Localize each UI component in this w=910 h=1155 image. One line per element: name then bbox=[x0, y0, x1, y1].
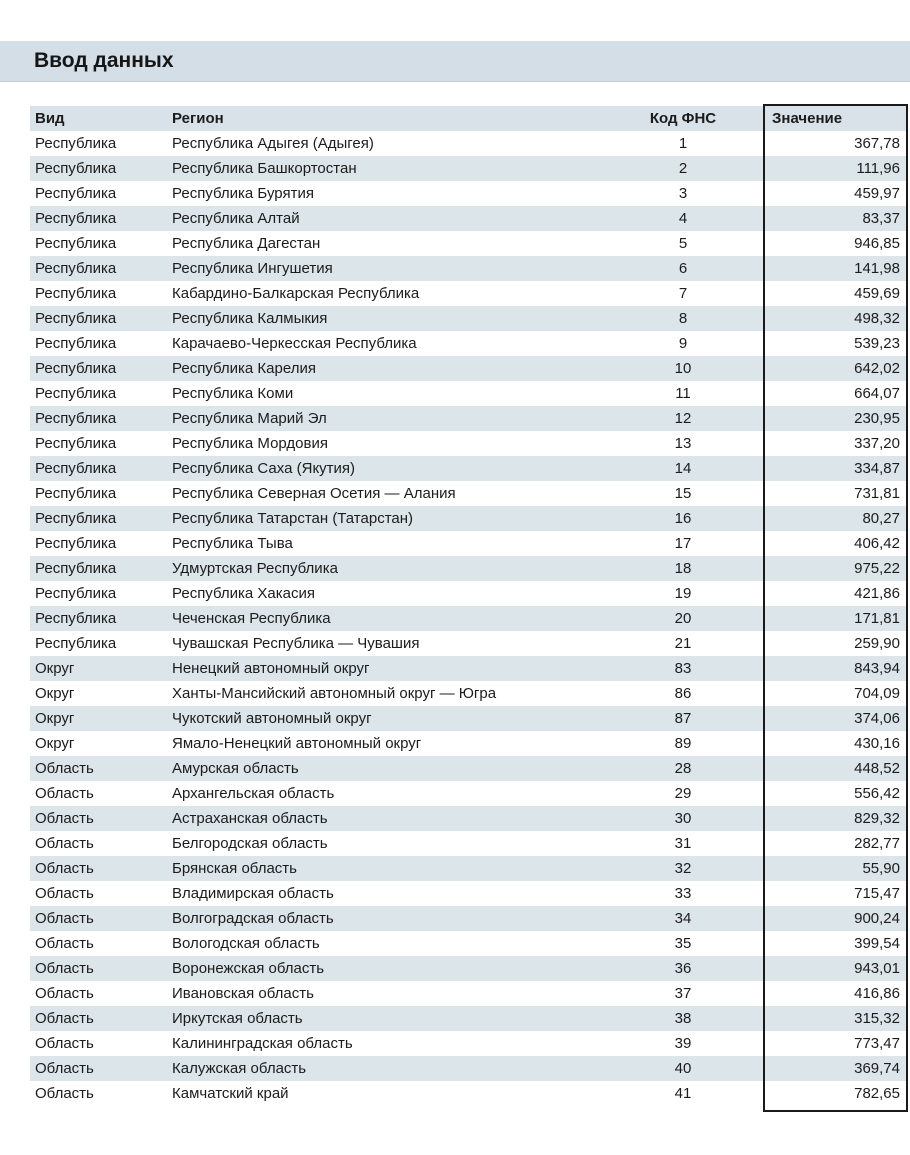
table-body bbox=[30, 131, 908, 1106]
fns-code-cell: 21 bbox=[674, 635, 692, 652]
fns-code-cell: 34 bbox=[674, 910, 692, 927]
region-cell: Республика Алтай bbox=[172, 210, 300, 227]
region-cell: Ненецкий автономный округ bbox=[172, 660, 370, 677]
fns-code-cell: 3 bbox=[678, 185, 688, 202]
type-cell: Республика bbox=[35, 510, 117, 527]
type-cell: Республика bbox=[35, 185, 117, 202]
fns-code-cell: 17 bbox=[674, 535, 692, 552]
column-header-type: Вид bbox=[35, 110, 65, 127]
value-cell[interactable]: 829,32 bbox=[854, 810, 900, 827]
value-cell[interactable]: 421,86 bbox=[854, 585, 900, 602]
regions-table bbox=[30, 106, 908, 1106]
value-cell[interactable]: 315,32 bbox=[854, 1010, 900, 1027]
type-cell: Республика bbox=[35, 635, 117, 652]
page-title: Ввод данных bbox=[34, 49, 174, 72]
table-row bbox=[30, 906, 908, 931]
region-cell: Брянская область bbox=[172, 860, 297, 877]
value-cell[interactable]: 369,74 bbox=[854, 1060, 900, 1077]
type-cell: Республика bbox=[35, 610, 117, 627]
region-cell: Калининградская область bbox=[172, 1035, 353, 1052]
fns-code-cell: 86 bbox=[674, 685, 692, 702]
region-cell: Республика Башкортостан bbox=[172, 160, 357, 177]
value-cell[interactable]: 230,95 bbox=[854, 410, 900, 427]
type-cell: Республика bbox=[35, 260, 117, 277]
type-cell: Республика bbox=[35, 460, 117, 477]
fns-code-cell: 13 bbox=[674, 435, 692, 452]
table-row bbox=[30, 1056, 908, 1081]
fns-code-cell: 16 bbox=[674, 510, 692, 527]
fns-code-cell: 37 bbox=[674, 985, 692, 1002]
value-cell[interactable]: 141,98 bbox=[854, 260, 900, 277]
region-cell: Республика Карелия bbox=[172, 360, 316, 377]
table-row bbox=[30, 606, 908, 631]
table-row bbox=[30, 756, 908, 781]
fns-code-cell: 28 bbox=[674, 760, 692, 777]
type-cell: Округ bbox=[35, 660, 75, 677]
column-header-region: Регион bbox=[172, 110, 224, 127]
table-row bbox=[30, 956, 908, 981]
region-cell: Ямало-Ненецкий автономный округ bbox=[172, 735, 422, 752]
fns-code-cell: 10 bbox=[674, 360, 692, 377]
value-cell[interactable]: 459,69 bbox=[854, 285, 900, 302]
region-cell: Республика Хакасия bbox=[172, 585, 316, 602]
table-row bbox=[30, 731, 908, 756]
type-cell: Республика bbox=[35, 435, 117, 452]
region-cell: Республика Тыва bbox=[172, 535, 293, 552]
type-cell: Республика bbox=[35, 410, 117, 427]
type-cell: Область bbox=[35, 785, 94, 802]
region-cell: Ивановская область bbox=[172, 985, 314, 1002]
table-row bbox=[30, 281, 908, 306]
region-cell: Республика Марий Эл bbox=[172, 410, 327, 427]
region-cell: Амурская область bbox=[172, 760, 299, 777]
region-cell: Чувашская Республика — Чувашия bbox=[172, 635, 420, 652]
table-row bbox=[30, 381, 908, 406]
region-cell: Республика Бурятия bbox=[172, 185, 314, 202]
type-cell: Область bbox=[35, 985, 94, 1002]
fns-code-cell: 19 bbox=[674, 585, 692, 602]
region-cell: Республика Калмыкия bbox=[172, 310, 328, 327]
region-cell: Республика Коми bbox=[172, 385, 294, 402]
type-cell: Область bbox=[35, 860, 94, 877]
region-cell: Республика Дагестан bbox=[172, 235, 321, 252]
table-row bbox=[30, 706, 908, 731]
value-cell[interactable]: 367,78 bbox=[854, 135, 900, 152]
fns-code-cell: 83 bbox=[674, 660, 692, 677]
fns-code-cell: 18 bbox=[674, 560, 692, 577]
table-row bbox=[30, 256, 908, 281]
value-cell[interactable]: 782,65 bbox=[854, 1085, 900, 1102]
value-cell[interactable]: 416,86 bbox=[854, 985, 900, 1002]
type-cell: Область bbox=[35, 760, 94, 777]
table-row bbox=[30, 681, 908, 706]
region-cell: Удмуртская Республика bbox=[172, 560, 338, 577]
value-cell[interactable]: 83,37 bbox=[862, 210, 900, 227]
value-cell[interactable]: 946,85 bbox=[854, 235, 900, 252]
region-cell: Волгоградская область bbox=[172, 910, 334, 927]
fns-code-cell: 31 bbox=[674, 835, 692, 852]
type-cell: Республика bbox=[35, 135, 117, 152]
value-cell[interactable]: 498,32 bbox=[854, 310, 900, 327]
type-cell: Республика bbox=[35, 335, 117, 352]
value-cell[interactable]: 374,06 bbox=[854, 710, 900, 727]
type-cell: Область bbox=[35, 1010, 94, 1027]
region-cell: Чеченская Республика bbox=[172, 610, 331, 627]
type-cell: Республика bbox=[35, 360, 117, 377]
table-row bbox=[30, 406, 908, 431]
value-cell[interactable]: 642,02 bbox=[854, 360, 900, 377]
region-cell: Архангельская область bbox=[172, 785, 335, 802]
table-row bbox=[30, 581, 908, 606]
value-cell[interactable]: 459,97 bbox=[854, 185, 900, 202]
region-cell: Воронежская область bbox=[172, 960, 325, 977]
table-row bbox=[30, 631, 908, 656]
table-row bbox=[30, 1006, 908, 1031]
table-row bbox=[30, 356, 908, 381]
region-cell: Республика Северная Осетия — Алания bbox=[172, 485, 456, 502]
value-cell[interactable]: 430,16 bbox=[854, 735, 900, 752]
value-cell[interactable]: 843,94 bbox=[854, 660, 900, 677]
column-header-value: Значение bbox=[772, 110, 843, 127]
table-row bbox=[30, 1081, 908, 1106]
value-cell[interactable]: 337,20 bbox=[854, 435, 900, 452]
fns-code-cell: 2 bbox=[678, 160, 688, 177]
region-cell: Республика Мордовия bbox=[172, 435, 328, 452]
value-cell[interactable]: 406,42 bbox=[854, 535, 900, 552]
type-cell: Область bbox=[35, 935, 94, 952]
value-cell[interactable]: 556,42 bbox=[854, 785, 900, 802]
table-row bbox=[30, 806, 908, 831]
type-cell: Республика bbox=[35, 560, 117, 577]
fns-code-cell: 6 bbox=[678, 260, 688, 277]
region-cell: Республика Адыгея (Адыгея) bbox=[172, 135, 374, 152]
table-row bbox=[30, 556, 908, 581]
column-header-fns-code: Код ФНС bbox=[649, 110, 717, 127]
table-row bbox=[30, 531, 908, 556]
table-row bbox=[30, 1031, 908, 1056]
table-row bbox=[30, 981, 908, 1006]
fns-code-cell: 9 bbox=[678, 335, 688, 352]
type-cell: Республика bbox=[35, 385, 117, 402]
type-cell: Область bbox=[35, 1085, 94, 1102]
value-cell[interactable]: 943,01 bbox=[854, 960, 900, 977]
value-cell[interactable]: 773,47 bbox=[854, 1035, 900, 1052]
table-row bbox=[30, 506, 908, 531]
type-cell: Республика bbox=[35, 160, 117, 177]
fns-code-cell: 29 bbox=[674, 785, 692, 802]
table-row bbox=[30, 656, 908, 681]
region-cell: Республика Ингушетия bbox=[172, 260, 333, 277]
region-cell: Кабардино-Балкарская Республика bbox=[172, 285, 420, 302]
value-cell[interactable]: 715,47 bbox=[854, 885, 900, 902]
fns-code-cell: 5 bbox=[678, 235, 688, 252]
region-cell: Карачаево-Черкесская Республика bbox=[172, 335, 417, 352]
value-cell[interactable]: 334,87 bbox=[854, 460, 900, 477]
fns-code-cell: 40 bbox=[674, 1060, 692, 1077]
type-cell: Область bbox=[35, 885, 94, 902]
type-cell: Округ bbox=[35, 710, 75, 727]
table-row bbox=[30, 131, 908, 156]
fns-code-cell: 35 bbox=[674, 935, 692, 952]
region-cell: Республика Саха (Якутия) bbox=[172, 460, 356, 477]
fns-code-cell: 33 bbox=[674, 885, 692, 902]
type-cell: Республика bbox=[35, 585, 117, 602]
fns-code-cell: 8 bbox=[678, 310, 688, 327]
table-row bbox=[30, 481, 908, 506]
title-band bbox=[0, 41, 910, 82]
table-header-row bbox=[30, 106, 908, 131]
value-cell[interactable]: 399,54 bbox=[854, 935, 900, 952]
type-cell: Республика bbox=[35, 535, 117, 552]
value-cell[interactable]: 704,09 bbox=[854, 685, 900, 702]
table-row bbox=[30, 456, 908, 481]
value-cell[interactable]: 539,23 bbox=[854, 335, 900, 352]
table-row bbox=[30, 881, 908, 906]
table-row bbox=[30, 231, 908, 256]
fns-code-cell: 30 bbox=[674, 810, 692, 827]
fns-code-cell: 39 bbox=[674, 1035, 692, 1052]
fns-code-cell: 89 bbox=[674, 735, 692, 752]
type-cell: Область bbox=[35, 1060, 94, 1077]
type-cell: Республика bbox=[35, 310, 117, 327]
table-row bbox=[30, 431, 908, 456]
table-row bbox=[30, 331, 908, 356]
value-cell[interactable]: 900,24 bbox=[854, 910, 900, 927]
table-row bbox=[30, 856, 908, 881]
fns-code-cell: 4 bbox=[678, 210, 688, 227]
value-cell[interactable]: 664,07 bbox=[854, 385, 900, 402]
fns-code-cell: 32 bbox=[674, 860, 692, 877]
fns-code-cell: 38 bbox=[674, 1010, 692, 1027]
fns-code-cell: 1 bbox=[678, 135, 688, 152]
table-row bbox=[30, 306, 908, 331]
fns-code-cell: 11 bbox=[675, 385, 691, 402]
table-row bbox=[30, 181, 908, 206]
fns-code-cell: 87 bbox=[674, 710, 692, 727]
value-cell[interactable]: 259,90 bbox=[854, 635, 900, 652]
value-cell[interactable]: 80,27 bbox=[862, 510, 900, 527]
region-cell: Белгородская область bbox=[172, 835, 328, 852]
fns-code-cell: 15 bbox=[674, 485, 692, 502]
value-cell[interactable]: 55,90 bbox=[862, 860, 900, 877]
type-cell: Округ bbox=[35, 685, 75, 702]
region-cell: Владимирская область bbox=[172, 885, 334, 902]
region-cell: Иркутская область bbox=[172, 1010, 303, 1027]
type-cell: Область bbox=[35, 810, 94, 827]
table-row bbox=[30, 206, 908, 231]
type-cell: Республика bbox=[35, 235, 117, 252]
type-cell: Область bbox=[35, 835, 94, 852]
fns-code-cell: 41 bbox=[674, 1085, 692, 1102]
fns-code-cell: 12 bbox=[674, 410, 692, 427]
region-cell: Ханты-Мансийский автономный округ — Югра bbox=[172, 685, 497, 702]
region-cell: Камчатский край bbox=[172, 1085, 289, 1102]
value-cell[interactable]: 171,81 bbox=[854, 610, 900, 627]
fns-code-cell: 36 bbox=[674, 960, 692, 977]
region-cell: Чукотский автономный округ bbox=[172, 710, 372, 727]
type-cell: Область bbox=[35, 910, 94, 927]
table-row bbox=[30, 781, 908, 806]
fns-code-cell: 20 bbox=[674, 610, 692, 627]
fns-code-cell: 14 bbox=[674, 460, 692, 477]
type-cell: Республика bbox=[35, 485, 117, 502]
type-cell: Округ bbox=[35, 735, 75, 752]
table-row bbox=[30, 931, 908, 956]
value-cell[interactable]: 975,22 bbox=[854, 560, 900, 577]
value-cell[interactable]: 282,77 bbox=[854, 835, 900, 852]
region-cell: Вологодская область bbox=[172, 935, 320, 952]
type-cell: Область bbox=[35, 960, 94, 977]
region-cell: Астраханская область bbox=[172, 810, 328, 827]
value-cell[interactable]: 448,52 bbox=[854, 760, 900, 777]
region-cell: Калужская область bbox=[172, 1060, 307, 1077]
value-cell[interactable]: 731,81 bbox=[854, 485, 900, 502]
table-row bbox=[30, 831, 908, 856]
value-cell[interactable]: 111,96 bbox=[856, 160, 900, 177]
type-cell: Республика bbox=[35, 210, 117, 227]
type-cell: Республика bbox=[35, 285, 117, 302]
region-cell: Республика Татарстан (Татарстан) bbox=[172, 510, 414, 527]
table-row bbox=[30, 156, 908, 181]
fns-code-cell: 7 bbox=[678, 285, 688, 302]
type-cell: Область bbox=[35, 1035, 94, 1052]
